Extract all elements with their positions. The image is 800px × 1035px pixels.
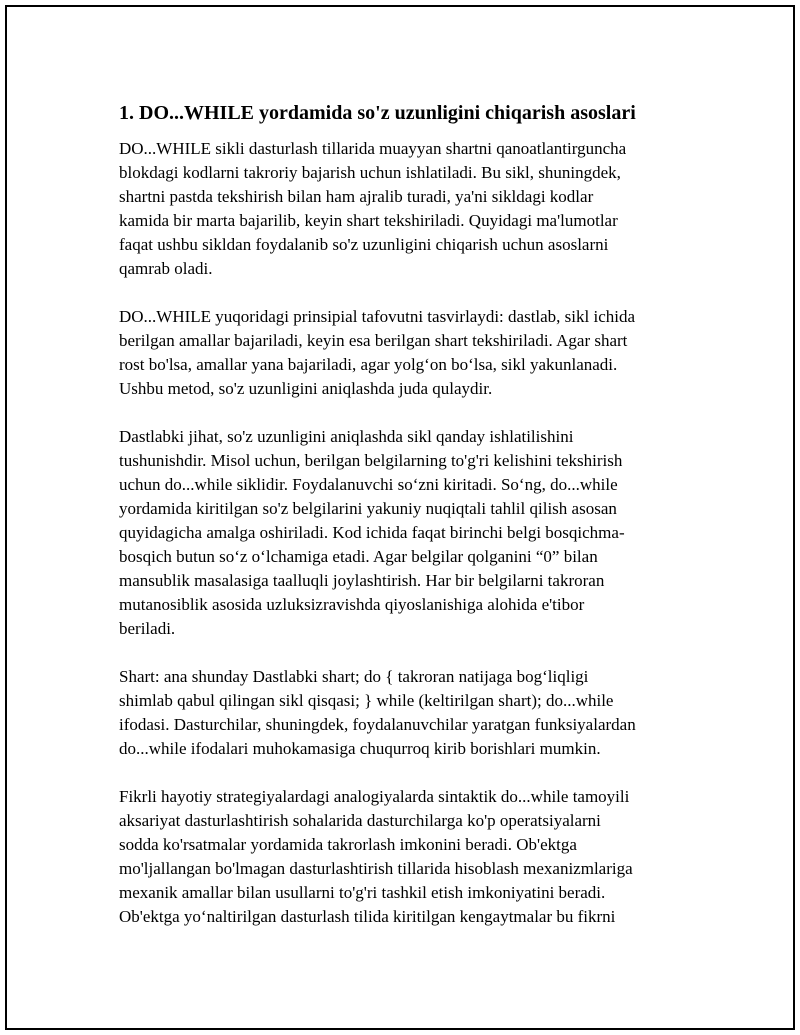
text-line: DO...WHILE yuqoridagi prinsipial tafovutni tasvirlaydi: dastlab, sikl ichida <box>119 307 636 326</box>
text-line: Ushbu metod, so'z uzunligini aniqlashda juda qulaydir. <box>119 379 493 398</box>
text-line: Ob'ektga yo‘naltirilgan dasturlash tilida kiritilgan kengaytmalar bu fikrni <box>119 907 616 926</box>
text-line: mutanosiblik asosida uzluksizravishda qiyoslanishiga alohida e'tibor <box>119 595 585 614</box>
text-line: uchun do...while siklidir. Foydalanuvchi so‘zni kiritadi. So‘ng, do...while <box>119 475 618 494</box>
paragraph <box>119 137 699 281</box>
text-line: mo'ljallangan bo'lmagan dasturlashtirish tillarida hisoblash mexanizmlariga <box>119 859 633 878</box>
paragraph <box>119 785 699 929</box>
paragraph <box>119 665 699 761</box>
text-line: mansublik masalasiga taalluqli joylashtirish. Har bir belgilarni takroran <box>119 571 605 590</box>
text-line: ifodasi. Dasturchilar, shuningdek, foydalanuvchilar yaratgan funksiyalardan <box>119 715 636 734</box>
text-line: bosqich butun so‘z o‘lchamiga etadi. Agar belgilar qolganini “0” bilan <box>119 547 598 566</box>
text-line: Fikrli hayotiy strategiyalardagi analogiyalarda sintaktik do...while tamoyili <box>119 787 630 806</box>
text-line: tushunishdir. Misol uchun, berilgan belgilarning to'g'ri kelishini tekshirish <box>119 451 623 470</box>
text-line: berilgan amallar bajariladi, keyin esa berilgan shart tekshiriladi. Agar shart <box>119 331 628 350</box>
document-title: 1. DO...WHILE yordamida so'z uzunligini chiqarish asoslari <box>119 102 636 124</box>
text-line: sodda ko'rsatmalar yordamida takrorlash imkonini beradi. Ob'ektga <box>119 835 577 854</box>
text-line: DO...WHILE sikli dasturlash tillarida muayyan shartni qanoatlantirguncha <box>119 139 627 158</box>
text-line: beriladi. <box>119 619 176 638</box>
text-line: mexanik amallar bilan usullarni to'g'ri tashkil etish imkoniyatini beradi. <box>119 883 606 902</box>
page-frame <box>5 5 795 1030</box>
text-line: blokdagi kodlarni takroriy bajarish uchun ishlatiladi. Bu sikl, shuningdek, <box>119 163 621 182</box>
text-line: Shart: ana shunday Dastlabki shart; do { takroran natijaga bog‘liqligi <box>119 667 589 686</box>
text-line: aksariyat dasturlashtirish sohalarida dasturchilarga ko'p operatsiyalarni <box>119 811 601 830</box>
text-line: yordamida kiritilgan so'z belgilarini yakuniy nuqiqtali tahlil qilish asosan <box>119 499 617 518</box>
text-line: quyidagicha amalga oshiriladi. Kod ichida faqat birinchi belgi bosqichma- <box>119 523 625 542</box>
text-line: do...while ifodalari muhokamasiga chuqurroq kirib borishlari mumkin. <box>119 739 601 758</box>
text-line: Dastlabki jihat, so'z uzunligini aniqlashda sikl qanday ishlatilishini <box>119 427 574 446</box>
paragraph <box>119 305 699 401</box>
text-line: shimlab qabul qilingan sikl qisqasi; } while (keltirilgan shart); do...while <box>119 691 614 710</box>
text-line: faqat ushbu sikldan foydalanib so'z uzunligini chiqarish uchun asoslarni <box>119 235 609 254</box>
text-line: kamida bir marta bajarilib, keyin shart tekshiriladi. Quyidagi ma'lumotlar <box>119 211 618 230</box>
text-line: rost bo'lsa, amallar yana bajariladi, agar yolg‘on bo‘lsa, sikl yakunlanadi. <box>119 355 618 374</box>
text-line: qamrab oladi. <box>119 259 213 278</box>
paragraph <box>119 425 699 641</box>
document-body <box>119 99 699 953</box>
paragraph-list <box>119 137 699 929</box>
text-line: shartni pastda tekshirish bilan ham ajralib turadi, ya'ni sikldagi kodlar <box>119 187 594 206</box>
